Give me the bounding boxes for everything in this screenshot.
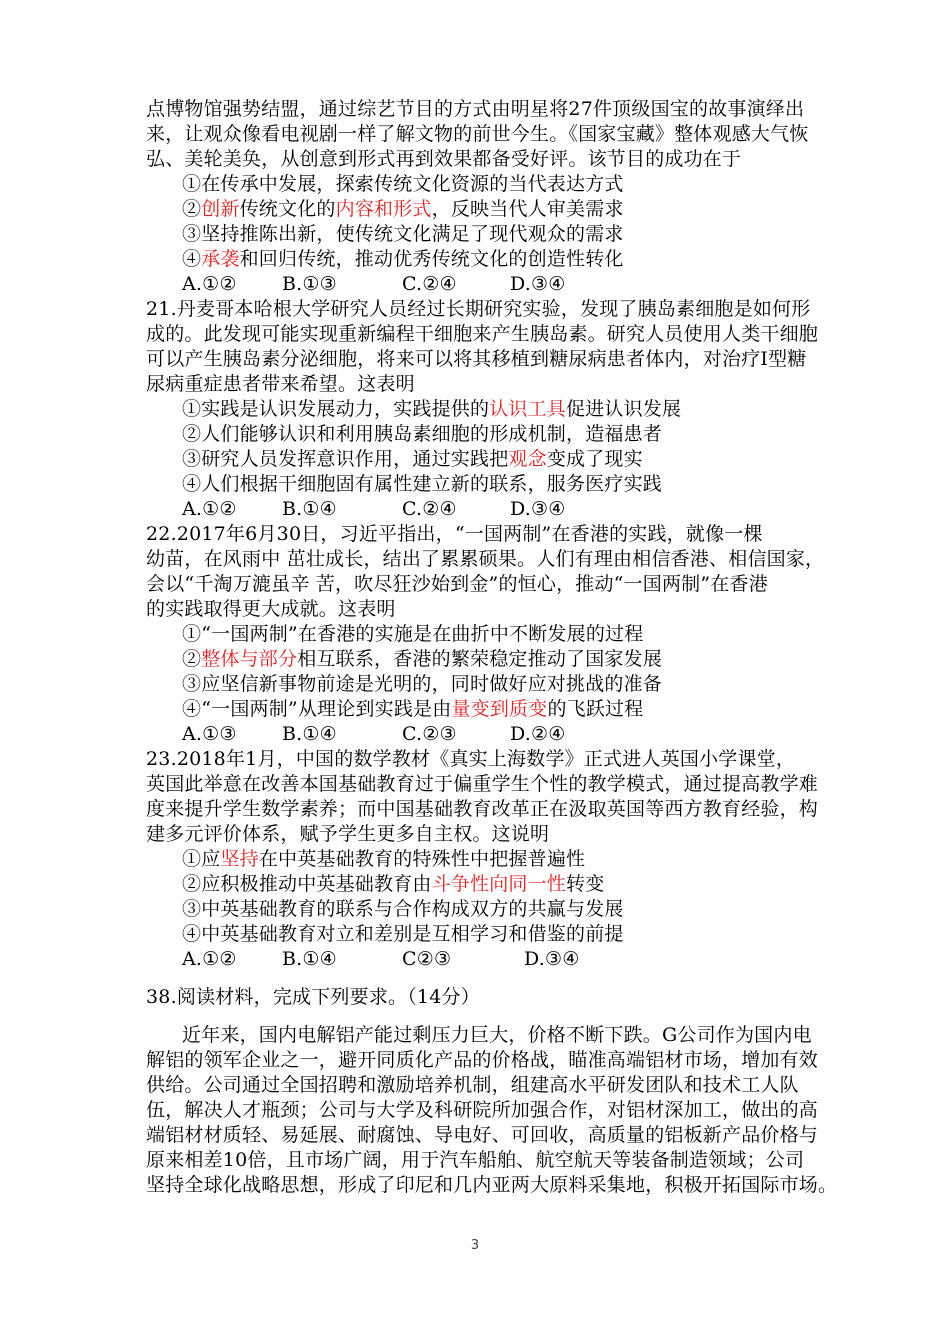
q22-stem-line-3: 会以“千淘万漉虽辛 苦，吹尽狂沙始到金”的恒心，推动“一国两制”在香港 (146, 573, 768, 595)
q22-option-4-text-1: ④“一国两制”从理论到实践是由 (182, 698, 452, 720)
q21-stem-line-1: 21.丹麦哥本哈根大学研究人员经过长期研究实验，发现了胰岛素细胞是如何形 (146, 298, 811, 320)
q20-option-2-highlight-2: 内容和形式 (335, 198, 432, 220)
q21-option-1-text-2: 促进认识发展 (566, 398, 682, 420)
q23-choice-b: B.①④ (282, 948, 337, 970)
q21-option-1-highlight: 认识工具 (489, 398, 567, 420)
q23-choice-c: C②③ (402, 948, 452, 970)
q20-option-1: ①在传承中发展，探索传统文化资源的当代表达方式 (182, 173, 624, 195)
q22-choices (182, 722, 950, 747)
q21-option-3 (182, 447, 950, 472)
q22-option-4 (182, 697, 950, 722)
q20-option-2-text-1: 传统文化的 (239, 198, 336, 220)
q21-choice-a: A.①② (182, 498, 237, 520)
q21-option-4: ④人们根据干细胞固有属性建立新的联系，服务医疗实践 (182, 473, 663, 495)
q23-option-4: ④中英基础教育对立和差别是互相学习和借鉴的前提 (182, 923, 624, 945)
q20-stem-line-2: 来，让观众像看电视剧一样了解文物的前世今生。《国家宝藏》整体观感大气恢 (146, 123, 809, 145)
q21-choice-c: C.②④ (402, 498, 457, 520)
q20-option-4-text: 和回归传统，推动优秀传统文化的创造性转化 (239, 248, 624, 270)
q21-option-3-highlight: 观念 (508, 448, 547, 470)
q21-option-2: ②人们能够认识和利用胰岛素细胞的形成机制，造福患者 (182, 423, 663, 445)
q23-option-1-text-2: 在中英基础教育的特殊性中把握普遍性 (258, 848, 586, 870)
q20-option-4 (182, 247, 950, 272)
q38-body-line-6: 原来相差10倍，且市场广阔，用于汽车船舶、航空航天等装备制造领域；公司 (146, 1149, 805, 1171)
q20-option-2 (182, 197, 950, 222)
q22-stem-line-2: 幼苗，在风雨中 茁壮成长，结出了累累硕果。人们有理由相信香港、相信国家， (146, 548, 825, 570)
q21-option-1-text-1: ①实践是认识发展动力，实践提供的 (182, 398, 490, 420)
q22-choice-b: B.①④ (282, 723, 337, 745)
q23-option-1-text-1: ①应 (182, 848, 221, 870)
q20-stem-line-1: 点博物馆强势结盟，通过综艺节目的方式由明星将27件顶级国宝的故事演绎出 (146, 98, 805, 120)
q20-choice-d: D.③④ (510, 273, 566, 295)
q23-option-2-highlight: 斗争性向同一性 (431, 873, 567, 895)
q20-option-2-text-2: ，反映当代人审美需求 (431, 198, 624, 220)
q23-choice-a: A.①② (182, 948, 237, 970)
q21-stem-line-4: 尿病重症患者带来希望。这表明 (146, 373, 415, 395)
q23-stem-line-2: 英国此举意在改善本国基础教育过于偏重学生个性的教学模式，通过提高教学难 (146, 773, 819, 795)
q20-option-4-num: ④ (182, 248, 202, 270)
q20-option-2-num: ② (182, 198, 202, 220)
q23-option-1-highlight: 坚持 (220, 848, 259, 870)
q21-stem-line-2: 成的。此发现可能实现重新编程干细胞来产生胰岛素。研究人员使用人类干细胞 (146, 323, 819, 345)
q21-choice-b: B.①④ (282, 498, 337, 520)
q21-option-3-text-2: 变成了现实 (546, 448, 643, 470)
q22-option-2 (182, 647, 950, 672)
q22-option-4-highlight: 量变到质变 (451, 698, 548, 720)
q22-stem-line-4: 的实践取得更大成就。这表明 (146, 598, 396, 620)
q23-choices (182, 947, 950, 972)
q38-body-line-7: 坚持全球化战略思想，形成了印尼和几内亚两大原料采集地，积极开拓国际市场。 (146, 1174, 838, 1196)
q22-stem-line-1: 22.2017年6月30日，习近平指出，“一国两制”在香港的实践，就像一棵 (146, 523, 763, 545)
q20-option-3: ③坚持推陈出新，使传统文化满足了现代观众的需求 (182, 223, 624, 245)
q23-option-3: ③中英基础教育的联系与合作构成双方的共赢与发展 (182, 898, 624, 920)
q38-body-line-1: 近年来，国内电解铝产能过剩压力巨大，价格不断下跌。G公司作为国内电 (182, 1024, 812, 1046)
q22-choice-a: A.①③ (182, 723, 237, 745)
q21-option-1 (182, 397, 950, 422)
q23-option-1 (182, 847, 950, 872)
q38-title: 38.阅读材料，完成下列要求。（14分） (146, 986, 480, 1008)
q23-option-2 (182, 872, 950, 897)
q20-choice-c: C.②④ (402, 273, 457, 295)
q38-body-line-4: 伍，解决人才瓶颈；公司与大学及科研院所加强合作，对铝材深加工，做出的高 (146, 1099, 819, 1121)
q22-option-2-num: ② (182, 648, 202, 670)
q21-stem-line-3: 可以产生胰岛素分泌细胞，将来可以将其移植到糖尿病患者体内，对治疗Ⅰ型糖 (146, 348, 807, 370)
q20-stem-line-3: 弘、美轮美奂，从创意到形式再到效果都备受好评。该节目的成功在于 (146, 148, 742, 170)
q23-stem-line-1: 23.2018年1月，中国的数学教材《真实上海数学》正式进人英国小学课堂， (146, 748, 796, 770)
q22-option-3: ③应坚信新事物前途是光明的，同时做好应对挑战的准备 (182, 673, 663, 695)
page-number: 3 (470, 1238, 480, 1253)
q38-body-line-5: 端铝材材质轻、易延展、耐腐蚀、导电好、可回收，高质量的铝板新产品价格与 (146, 1124, 819, 1146)
q20-option-2-highlight-1: 创新 (201, 198, 240, 220)
q21-option-3-text-1: ③研究人员发挥意识作用，通过实践把 (182, 448, 509, 470)
q22-option-2-text: 相互联系，香港的繁荣稳定推动了国家发展 (297, 648, 663, 670)
q23-option-2-text-1: ②应积极推动中英基础教育由 (182, 873, 432, 895)
q20-choices (182, 272, 950, 297)
q23-stem-line-3: 度来提升学生数学素养；而中国基础教育改革正在汲取英国等西方教育经验，构 (146, 798, 819, 820)
q22-option-2-highlight: 整体与部分 (201, 648, 298, 670)
q20-choice-a: A.①② (182, 273, 237, 295)
q38-body-line-3: 供给。公司通过全国招聘和激励培养机制，组建高水平研发团队和技术工人队 (146, 1074, 799, 1096)
q38-body-line-2: 解铝的领军企业之一，避开同质化产品的价格战，瞄准高端铝材市场，增加有效 (146, 1049, 819, 1071)
q22-choice-d: D.②④ (510, 723, 566, 745)
q20-option-4-highlight: 承袭 (201, 248, 240, 270)
q23-option-2-text-2: 转变 (566, 873, 605, 895)
q22-choice-c: C.②③ (402, 723, 457, 745)
q23-stem-line-4: 建多元评价体系，赋予学生更多自主权。这说明 (146, 823, 550, 845)
q21-choice-d: D.③④ (510, 498, 566, 520)
q21-choices (182, 497, 950, 522)
q22-option-4-text-2: 的飞跃过程 (547, 698, 644, 720)
q23-choice-d: D.③④ (524, 948, 580, 970)
q22-option-1: ①“一国两制”在香港的实施是在曲折中不断发展的过程 (182, 623, 644, 645)
q20-choice-b: B.①③ (282, 273, 337, 295)
